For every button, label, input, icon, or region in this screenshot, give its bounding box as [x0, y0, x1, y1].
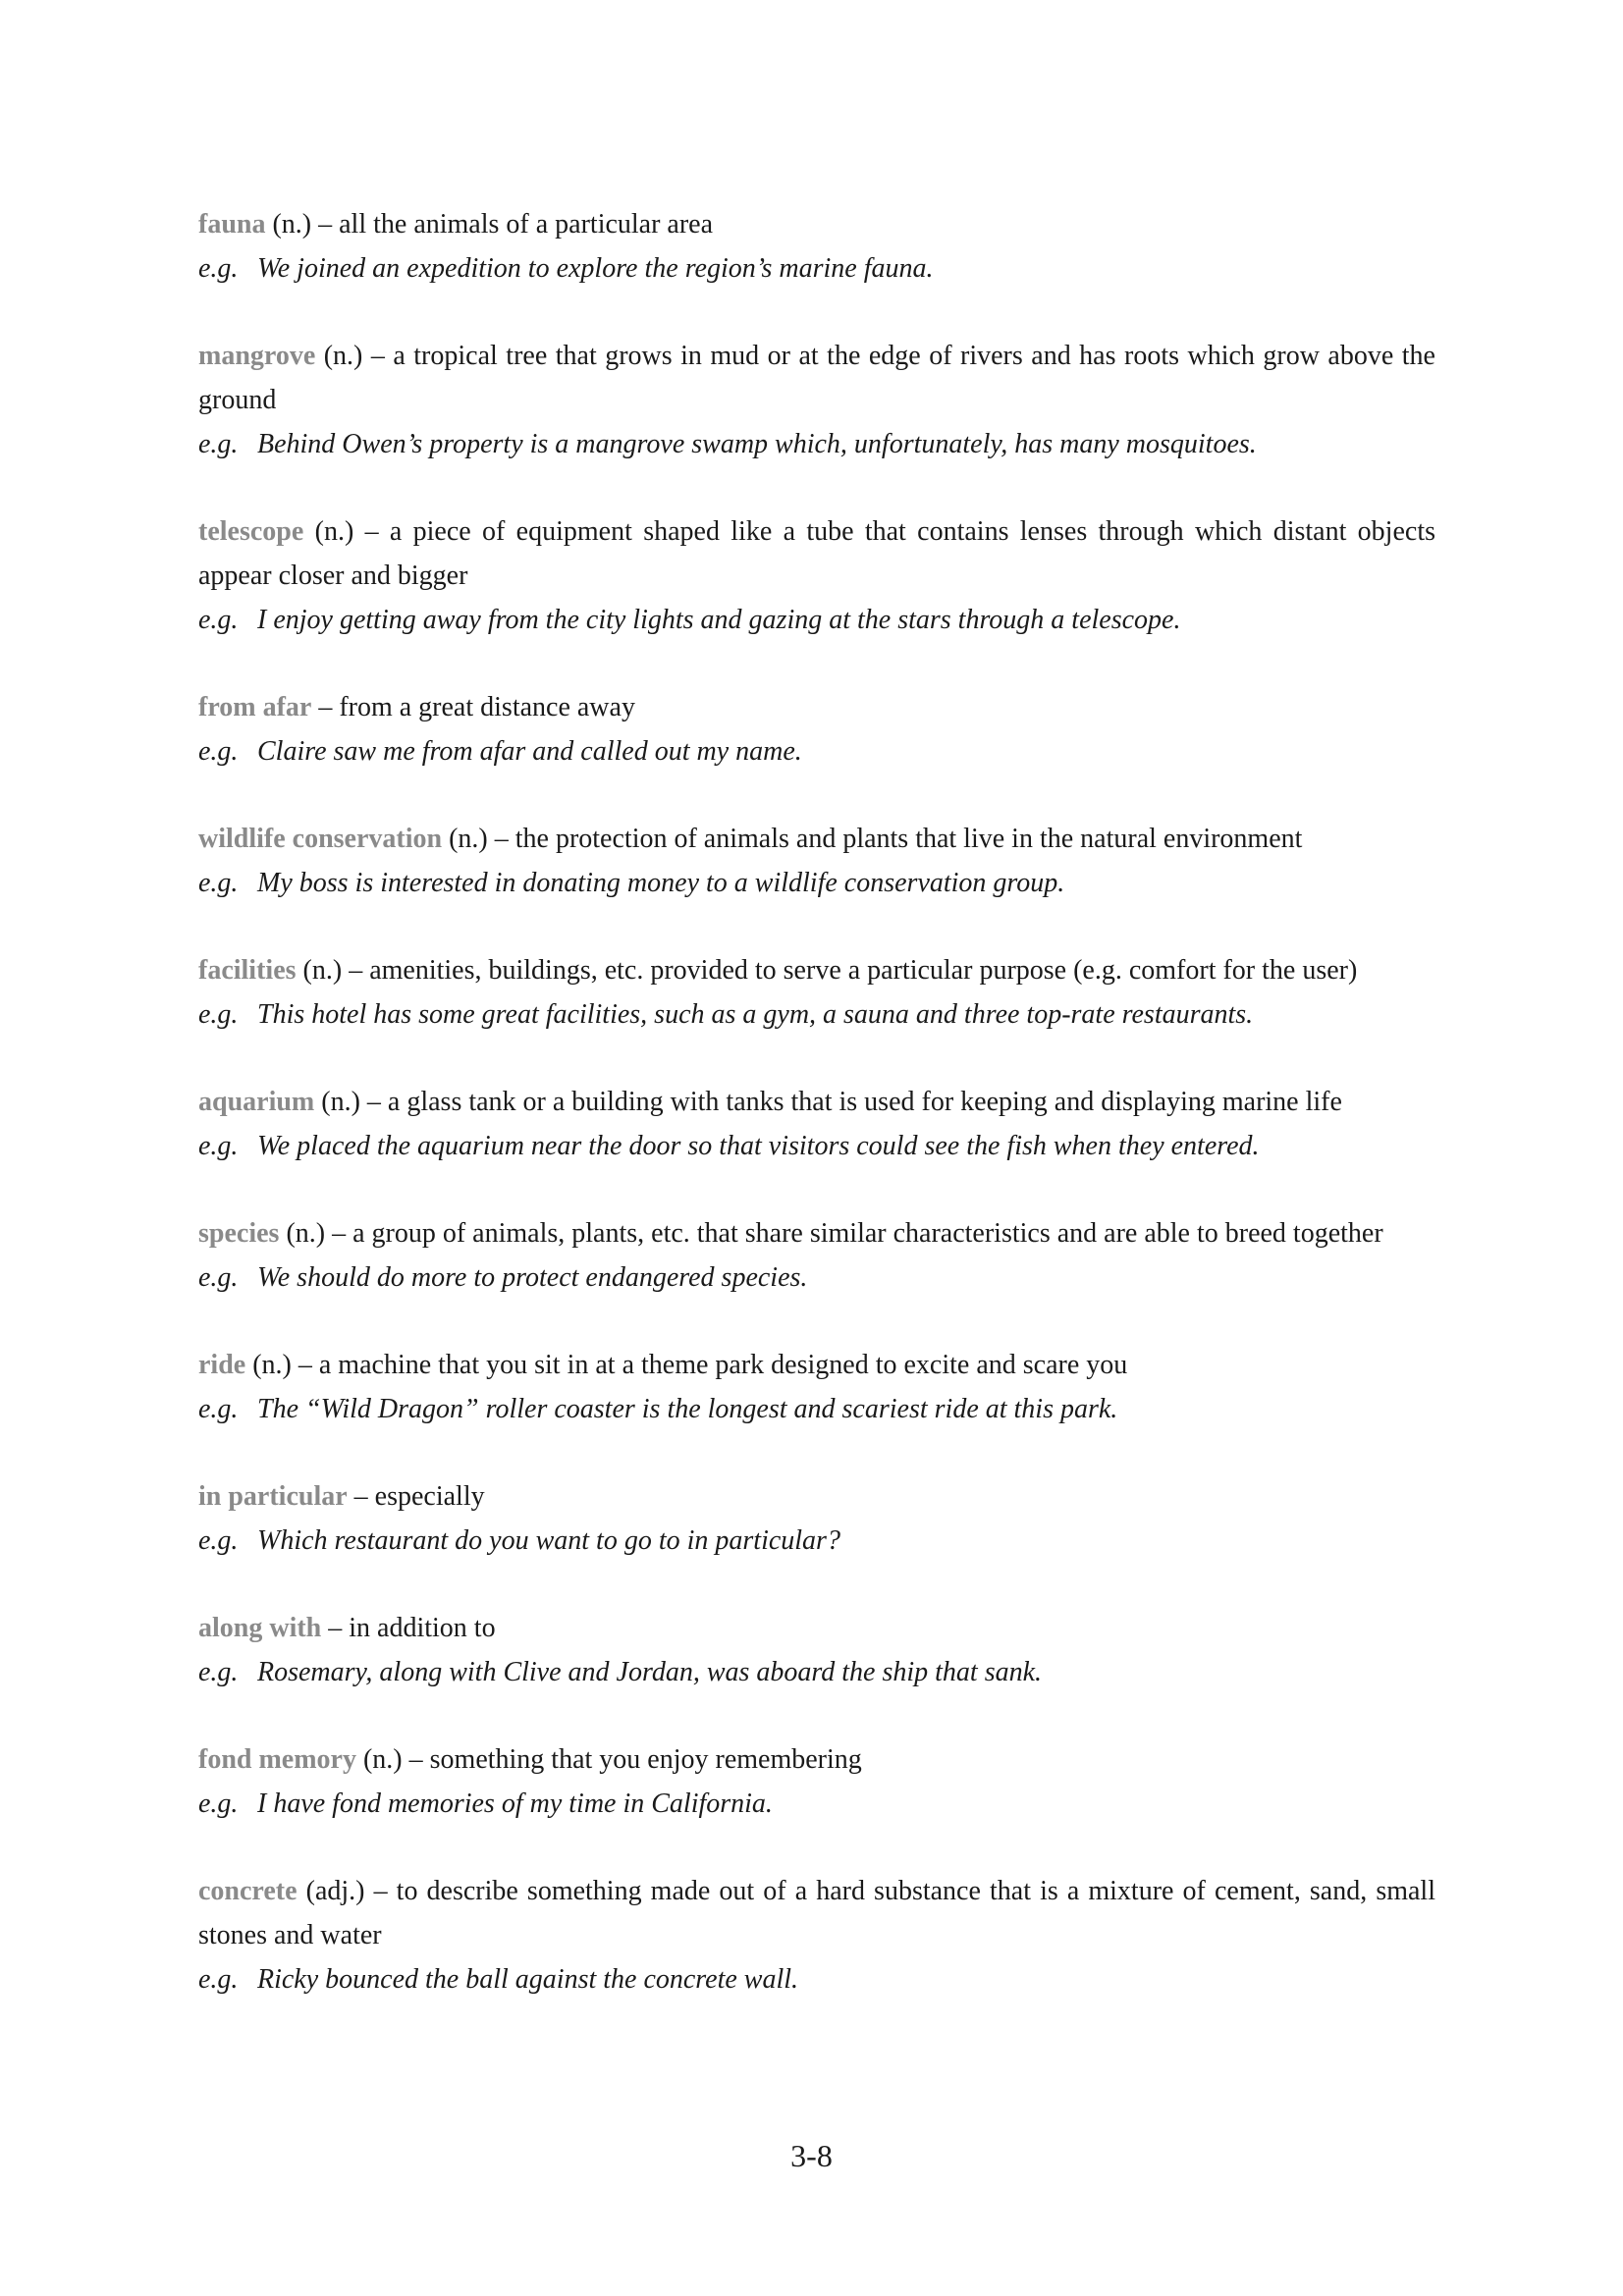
example-sentence: My boss is interested in donating money to a wildlife conservation group. — [257, 868, 1065, 898]
vocab-term: from afar — [198, 692, 312, 722]
example-sentence: Behind Owen’s property is a mangrove swamp which, unfortunately, has many mosquitoes. — [257, 429, 1257, 459]
definition-text: – a group of animals, plants, etc. that share similar characteristics and are able to breed together — [325, 1218, 1383, 1249]
vocab-term: in particular — [198, 1481, 348, 1512]
definition-text: – from a great distance away — [311, 692, 635, 722]
definition-text: – a glass tank or a building with tanks that is used for keeping and displaying marine life — [359, 1087, 1342, 1117]
part-of-speech: (n.) — [303, 516, 354, 547]
part-of-speech: (adj.) — [297, 1876, 365, 1906]
vocab-entry — [198, 685, 1435, 774]
example-line — [198, 1387, 1435, 1431]
part-of-speech: (n.) — [279, 1218, 326, 1249]
vocab-entry — [198, 1474, 1435, 1563]
definition-line — [198, 1343, 1435, 1387]
example-sentence: Ricky bounced the ball against the concrete wall. — [257, 1964, 799, 1995]
vocabulary-list — [198, 202, 1435, 2045]
vocab-entry — [198, 202, 1435, 291]
part-of-speech: (n.) — [442, 824, 488, 854]
vocab-term: mangrove — [198, 341, 316, 371]
vocab-entry — [198, 1737, 1435, 1826]
example-label: e.g. — [198, 736, 239, 767]
vocab-term: aquarium — [198, 1087, 315, 1117]
definition-line — [198, 202, 1435, 246]
vocab-term: ride — [198, 1350, 246, 1380]
vocab-entry — [198, 1211, 1435, 1300]
example-line — [198, 598, 1435, 642]
definition-line — [198, 1474, 1435, 1519]
vocab-term: along with — [198, 1613, 322, 1643]
example-label: e.g. — [198, 1131, 239, 1161]
example-label: e.g. — [198, 605, 239, 635]
definition-text: – a machine that you sit in at a theme park designed to excite and scare you — [291, 1350, 1128, 1380]
example-sentence: We should do more to protect endangered species. — [257, 1262, 808, 1293]
example-line — [198, 1519, 1435, 1563]
definition-text: – in addition to — [321, 1613, 496, 1643]
definition-text: – the protection of animals and plants that live in the natural environment — [487, 824, 1303, 854]
page-number: 3-8 — [790, 2138, 833, 2173]
definition-line — [198, 817, 1435, 861]
vocab-term: fond memory — [198, 1744, 356, 1775]
vocab-entry — [198, 334, 1435, 466]
vocab-entry — [198, 1343, 1435, 1431]
part-of-speech: (n.) — [355, 1744, 403, 1775]
definition-line — [198, 1080, 1435, 1124]
example-sentence: I enjoy getting away from the city lights and gazing at the stars through a telescope. — [257, 605, 1181, 635]
example-label: e.g. — [198, 1789, 239, 1819]
example-line — [198, 1124, 1435, 1168]
vocab-entry — [198, 1080, 1435, 1168]
example-sentence: Claire saw me from afar and called out my name. — [257, 736, 802, 767]
definition-line — [198, 1211, 1435, 1255]
example-sentence: This hotel has some great facilities, such as a gym, a sauna and three top-rate restaurants. — [257, 999, 1254, 1030]
definition-line — [198, 948, 1435, 992]
example-line — [198, 422, 1435, 466]
example-label: e.g. — [198, 1262, 239, 1293]
example-line — [198, 246, 1435, 291]
definition-text: – a tropical tree that grows in mud or at the edge of rivers and has roots which grow above the ground — [198, 341, 1435, 415]
vocab-term: facilities — [198, 955, 297, 986]
example-line — [198, 992, 1435, 1037]
definition-line — [198, 1606, 1435, 1650]
definition-text: – all the animals of a particular area — [311, 209, 714, 240]
part-of-speech: (n.) — [315, 341, 363, 371]
vocab-entry — [198, 509, 1435, 642]
definition-text: – amenities, buildings, etc. provided to serve a particular purpose (e.g. comfort for the user) — [342, 955, 1358, 986]
example-label: e.g. — [198, 1525, 239, 1556]
definition-text: – something that you enjoy remembering — [402, 1744, 862, 1775]
part-of-speech: (n.) — [296, 955, 343, 986]
example-sentence: We placed the aquarium near the door so that visitors could see the fish when they entered. — [257, 1131, 1260, 1161]
vocab-entry — [198, 1606, 1435, 1694]
example-line — [198, 1957, 1435, 2002]
part-of-speech: (n.) — [265, 209, 312, 240]
example-sentence: I have fond memories of my time in California. — [257, 1789, 773, 1819]
example-line — [198, 861, 1435, 905]
definition-line — [198, 509, 1435, 598]
example-label: e.g. — [198, 1394, 239, 1424]
vocab-entry — [198, 948, 1435, 1037]
vocab-term: wildlife conservation — [198, 824, 443, 854]
example-label: e.g. — [198, 1657, 239, 1687]
example-sentence: Rosemary, along with Clive and Jordan, was aboard the ship that sank. — [257, 1657, 1043, 1687]
vocab-entry — [198, 817, 1435, 905]
vocab-term: species — [198, 1218, 280, 1249]
definition-line — [198, 334, 1435, 422]
example-sentence: We joined an expedition to explore the region’s marine fauna. — [257, 253, 934, 284]
example-line — [198, 1255, 1435, 1300]
definition-text: – a piece of equipment shaped like a tube that contains lenses through which distant objects appear closer and bigger — [198, 516, 1435, 591]
definition-line — [198, 685, 1435, 729]
definition-text: – to describe something made out of a hard substance that is a mixture of cement, sand, small stones and water — [198, 1876, 1435, 1950]
vocab-term: concrete — [198, 1876, 298, 1906]
example-label: e.g. — [198, 999, 239, 1030]
part-of-speech: (n.) — [314, 1087, 360, 1117]
example-label: e.g. — [198, 253, 239, 284]
vocab-term: fauna — [198, 209, 266, 240]
vocab-entry — [198, 1869, 1435, 2002]
example-label: e.g. — [198, 429, 239, 459]
example-sentence: The “Wild Dragon” roller coaster is the longest and scariest ride at this park. — [257, 1394, 1118, 1424]
example-line — [198, 729, 1435, 774]
example-sentence: Which restaurant do you want to go to in particular? — [257, 1525, 840, 1556]
example-line — [198, 1650, 1435, 1694]
part-of-speech: (n.) — [245, 1350, 292, 1380]
vocab-term: telescope — [198, 516, 304, 547]
definition-line — [198, 1737, 1435, 1782]
definition-text: – especially — [347, 1481, 485, 1512]
example-line — [198, 1782, 1435, 1826]
definition-line — [198, 1869, 1435, 1957]
example-label: e.g. — [198, 1964, 239, 1995]
example-label: e.g. — [198, 868, 239, 898]
